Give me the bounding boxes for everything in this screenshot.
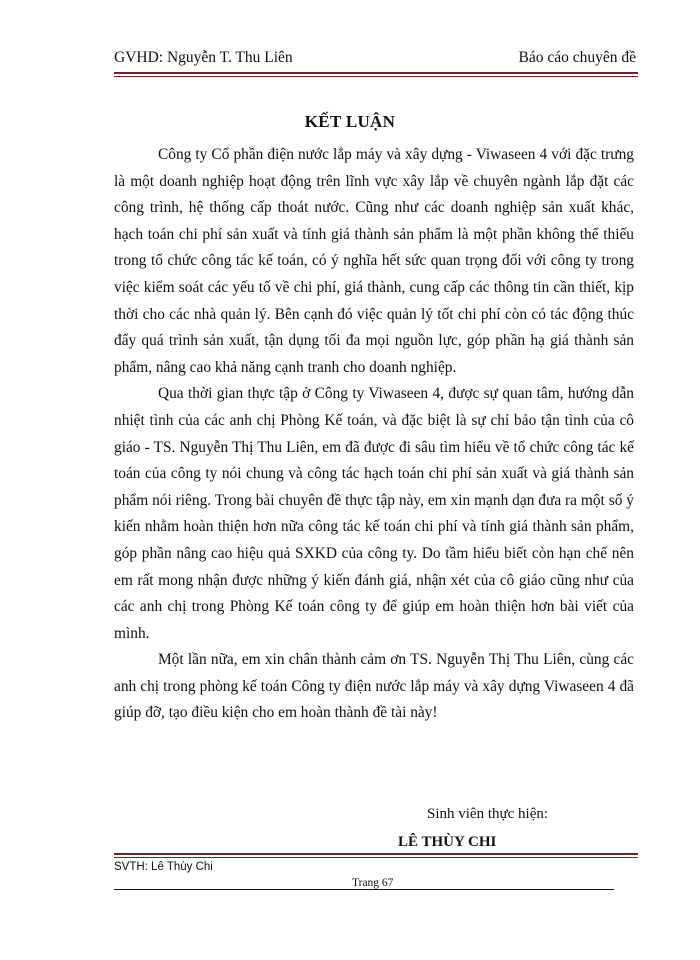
body-text [114,142,634,727]
page-header [114,49,636,71]
header-divider-thin [114,76,638,77]
page-title: KẾT LUẬN [304,112,396,131]
header-report-type: Báo cáo chuyên đề [518,49,636,66]
page-number: Trang 67 [352,877,394,889]
footer-divider [114,853,638,855]
signature-name-text: LÊ THÙY CHI [398,834,497,850]
header-advisor: GVHD: Nguyễn T. Thu Liên [114,49,293,66]
paragraph-1: Công ty Cổ phần điện nước lắp máy và xây dựng - Viwaseen 4 với đặc trưng là một doanh nghiệp hoạt động trên lĩnh vực xây lắp về chuyên ngành lắp đặt các công trình, hệ thống cấp thoát nước. Cũng như các doanh nghiệp sản xuất khác, hạch toán chi phí sản xuất và tính giá thành sản phẩm là một phần không thể thiếu trong tổ chức công tác kế toán, có ý nghĩa hết sức quan trọng đối với công ty trong việc kiểm soát các yếu tố về chi phí, giá thành, cung cấp các thông tin cần thiết, kịp thời cho các nhà quản lý. Bên cạnh đó việc quản lý tốt chi phí còn có tác động thúc đẩy quá trình sản xuất, tận dụng tối đa mọi nguồn lực, góp phần hạ giá thành sản phẩm, nâng cao khả năng cạnh tranh cho doanh nghiệp. [114,146,634,376]
paragraph-3: Một lần nữa, em xin chân thành cảm ơn TS. Nguyễn Thị Thu Liên, cùng các anh chị trong phòng kế toán Công ty điện nước lắp máy và xây dựng Viwaseen 4 đã giúp đỡ, tạo điều kiện cho em hoàn thành đề tài này! [114,651,634,722]
footer-divider-thin [114,857,638,858]
paragraph-2: Qua thời gian thực tập ở Công ty Viwaseen 4, được sự quan tâm, hướng dẫn nhiệt tình của các anh chị Phòng Kế toán, và đặc biệt là sự chỉ bảo tận tình của cô giáo - TS. Nguyễn Thị Thu Liên, em đã được đi sâu tìm hiểu về tổ chức công tác kế toán của công ty nói chung và công tác hạch toán chi phí sản xuất và giá thành sản phẩm nói riêng. Trong bài chuyên đề thực tập này, em xin mạnh dạn đưa ra một số ý kiến nhằm hoàn thiện hơn nữa công tác kế toán chi phí và tính giá thành sản phẩm, góp phần nâng cao hiệu quả SXKD của công ty. Do tầm hiểu biết còn hạn chế nên em rất mong nhận được những ý kiến đánh giá, nhận xét của cô giáo cũng như của các anh chị trong Phòng Kế toán công ty để giúp em hoàn thiện hơn bài viết của mình. [114,385,634,642]
footer-student: SVTH: Lê Thùy Chi [114,861,213,873]
footer-bottom-rule [114,889,614,890]
header-divider [114,72,638,74]
signature-role-text: Sinh viên thực hiện: [427,806,549,822]
